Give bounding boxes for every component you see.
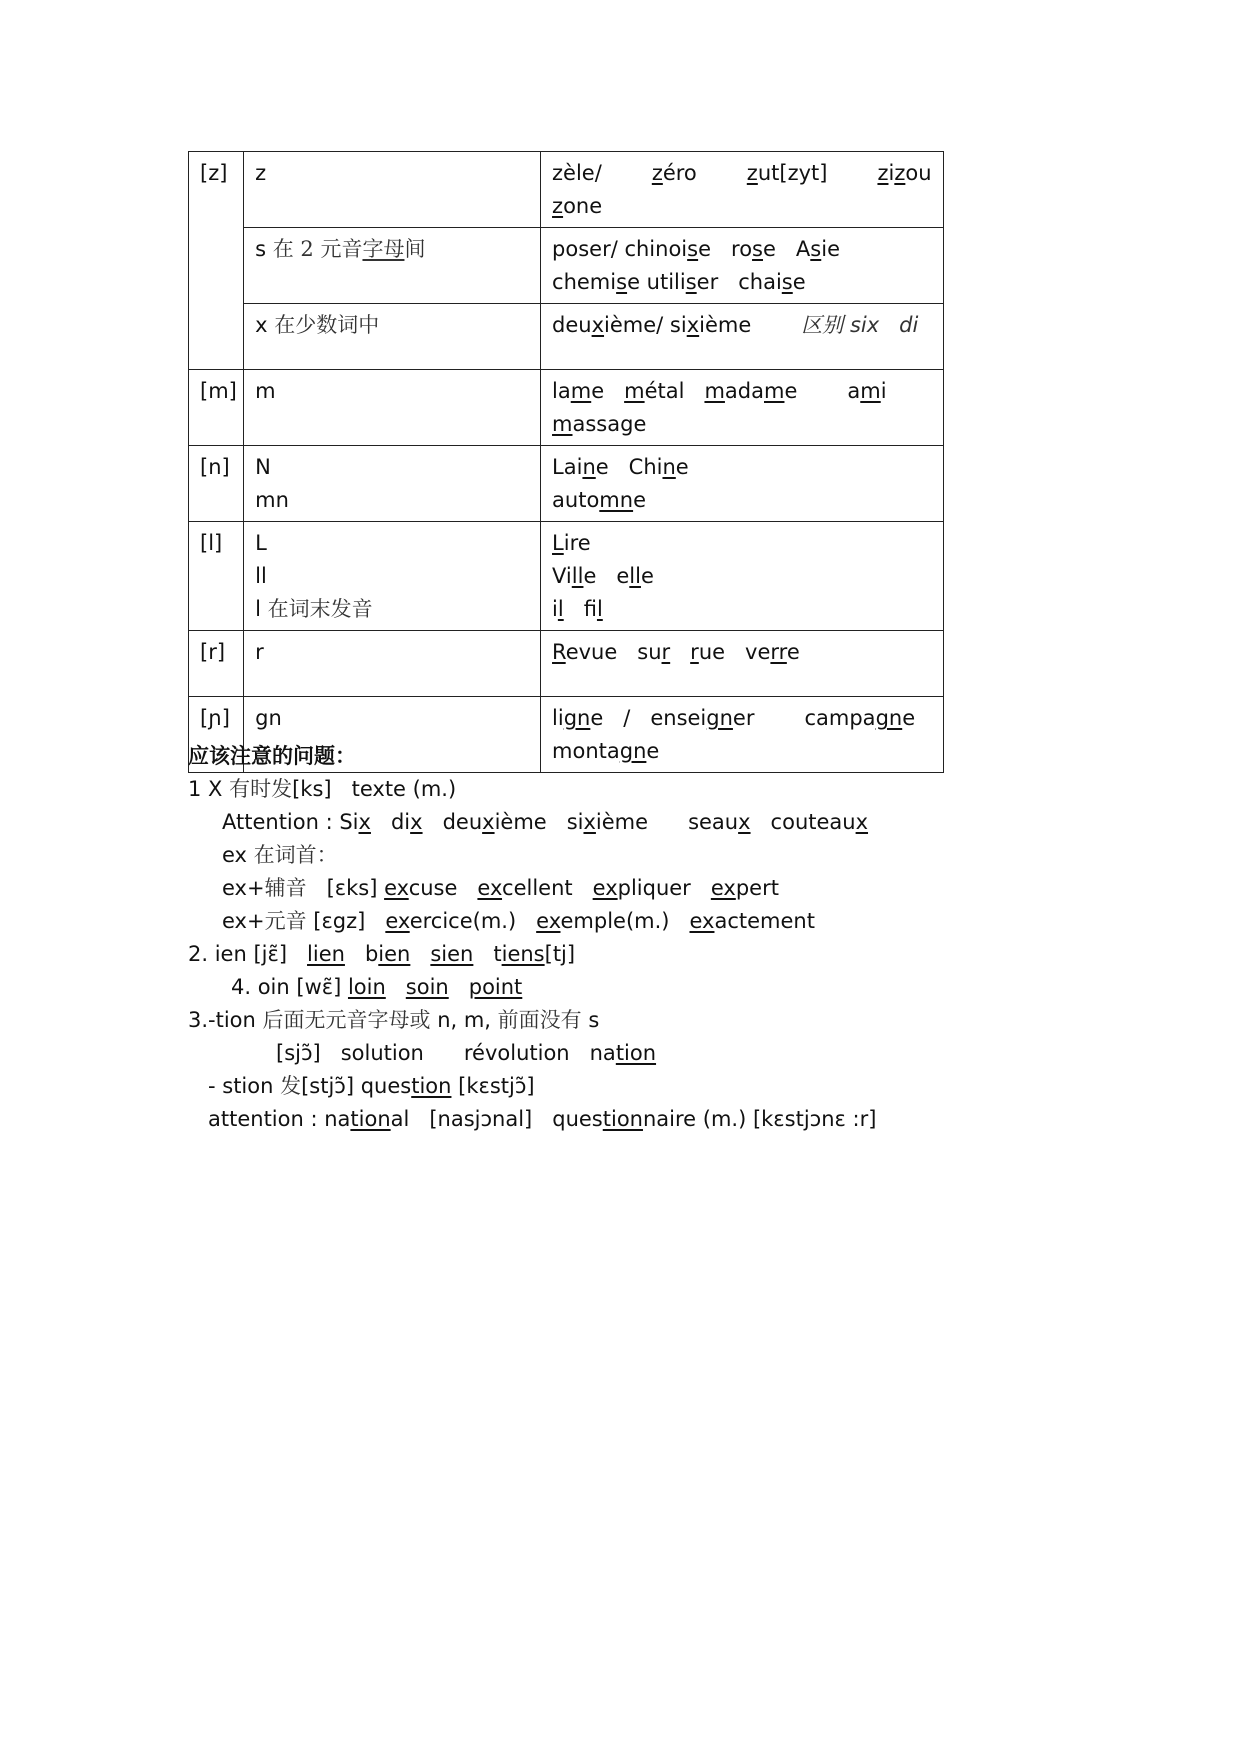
table-row [189, 304, 944, 370]
examples-cell: Lire Ville elle il fil [541, 522, 944, 631]
table-row [189, 152, 944, 228]
phoneme-cell: [ɲ] [189, 697, 244, 773]
note-line: ex+元音 [ɛgz] exercice(m.) exemple(m.) exactement [222, 909, 815, 933]
spelling-rule-cell: z [244, 152, 541, 228]
note-line: 1 X 有时发[ks] texte (m.) [188, 777, 457, 801]
table-row [189, 370, 944, 446]
note-line: attention : national [nasjɔnal] questionnaire (m.) [kɛstjɔnɛ :r] [208, 1107, 877, 1131]
examples-cell: zèle/ zéro zut[zyt] zizou zone [541, 152, 944, 228]
phoneme-cell: [r] [189, 631, 244, 697]
note-line: [sjɔ̃] solution révolution nation [276, 1041, 657, 1065]
spelling-rule-cell: s 在 2 元音字母间 [244, 228, 541, 304]
examples-cell: deuxième/ sixième 区别 six di [541, 304, 944, 370]
table-row [189, 631, 944, 697]
examples-cell: ligne / enseigner campagne montagne [541, 697, 944, 773]
note-line: Attention : Six dix deuxième sixième seaux couteaux [222, 810, 869, 834]
phoneme-cell: [z] [189, 152, 244, 370]
notes-title: 应该注意的问题： [188, 744, 356, 768]
examples-cell: lame métal madame ami massage [541, 370, 944, 446]
note-line: - stion 发[stjɔ̃] question [kɛstjɔ̃] [208, 1074, 535, 1098]
spelling-rule-cell: L ll l 在词末发音 [244, 522, 541, 631]
table-row [189, 522, 944, 631]
note-line: 2. ien [jɛ̃] lien bien sien tiens[tj] [188, 942, 576, 966]
phoneme-cell: [l] [189, 522, 244, 631]
spelling-rule-cell: m [244, 370, 541, 446]
spelling-rule-cell: N mn [244, 446, 541, 522]
notes-section [188, 740, 1188, 1136]
phonetics-table [188, 151, 944, 773]
note-line: 4. oin [wɛ̃] loin soin point [231, 975, 523, 999]
spelling-rule-cell: r [244, 631, 541, 697]
examples-cell: Laine Chine automne [541, 446, 944, 522]
phoneme-cell: [m] [189, 370, 244, 446]
table-row [189, 228, 944, 304]
phoneme-cell: [n] [189, 446, 244, 522]
spelling-rule-cell: gn [244, 697, 541, 773]
note-line: 3.-tion 后面无元音字母或 n, m, 前面没有 s [188, 1008, 600, 1032]
examples-cell: poser/ chinoise rose Asie chemise utiliser chaise [541, 228, 944, 304]
note-line: ex 在词首： [222, 843, 338, 867]
examples-cell: Revue sur rue verre [541, 631, 944, 697]
note-line: ex+辅音 [ɛks] excuse excellent expliquer expert [222, 876, 779, 900]
table-row [189, 446, 944, 522]
spelling-rule-cell: x 在少数词中 [244, 304, 541, 370]
notes-lines [188, 773, 1188, 1136]
